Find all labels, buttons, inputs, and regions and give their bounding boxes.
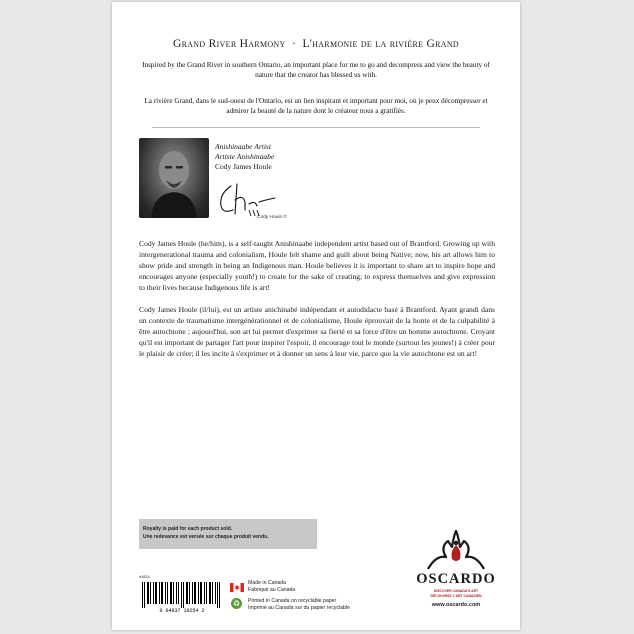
intro-en: Inspired by the Grand River in southern Ontario, an important place for me to go and decompress and view the beauty of nature that the creator has blessed us with. — [142, 61, 490, 79]
print-fr: Imprimé au Canada sur du papier recyclable — [248, 605, 351, 611]
royalty-en: Royalty is paid for each product sold. — [143, 526, 233, 532]
card-title — [112, 38, 520, 50]
print-en: Printed in Canada on recyclable paper — [248, 598, 337, 604]
tagline-fr: DÉCOUVREZ L'ART CANADIEN — [430, 593, 482, 598]
product-sku: #0824 — [139, 575, 150, 579]
title-en: Grand River Harmony — [172, 38, 286, 50]
artist-photo — [139, 138, 209, 218]
brand-tagline — [409, 589, 503, 598]
oscardo-maple-leaf-logo — [426, 529, 486, 571]
title-separator: · — [291, 38, 297, 50]
tagline-en: DISCOVER CANADA'S ART — [433, 589, 479, 593]
divider — [152, 127, 480, 128]
barcode-digits: 0 64837 10254 2 — [159, 608, 205, 614]
royalty-fr: Une redevance est versée sur chaque produit vendu. — [143, 534, 269, 540]
royalty-notice — [139, 519, 317, 549]
artist-signature — [215, 180, 285, 220]
brand-name: OSCARDO — [416, 571, 496, 587]
brand-website: www.oscardo.com — [431, 602, 481, 608]
artist-role-en: Anishinaabe Artist — [215, 142, 271, 151]
canada-flag-icon — [230, 583, 244, 592]
made-in-canada — [248, 580, 295, 594]
artist-name: Cody James Houle — [215, 162, 272, 171]
artist-credits — [215, 142, 274, 172]
barcode — [138, 580, 226, 614]
title-fr: L'harmonie de la rivière Grand — [302, 38, 460, 50]
bio-en: Cody James Houle (he/him), is a self-taught Anishinaabe independent artist based out of Brantford. Growing up with intergenerational trauma and colonialism, Houle felt shame and guilt about being Native; now, his art allows him to show pride and strength in being an Indigenous man. Houle believes it is important to share art to inspire hope and encourages anyone (especially youth!) to create for the sake of creating; to express themselves and give expression to their lives because Indigenous life is art! — [139, 239, 495, 292]
recycle-icon: ♻ — [232, 599, 241, 608]
bio-fr: Cody James Houle (il/lui), est un artiste anichinabé indépendant et autodidacte basé à Brantford. Ayant grandi dans un contexte de traumatisme intergénérationnel et de colonialisme, Houle éprouvait de la honte et de la culpabilité à être autochtone ; aujourd'hui, son art lui permet d'exprimer sa fierté et sa force d'être un homme autochtone. Croyant qu'il est important de partager l'art pour inspirer l'espoir, il encourage tout le monde (surtout les jeunes!) à créer pour le plaisir de créer; il les incite à s'exprimer et à donner un sens à leur vie, parce que la vie autochtone est un art! — [139, 305, 495, 358]
artist-role-fr: Artiste Anishinaabe — [215, 152, 275, 161]
intro-fr: La rivière Grand, dans le sud-ouest de l'Ontario, est un lien inspirant et important pour moi, où je peux décompresser et admirer la beauté de la nature dont le créateur nous a gratifiés. — [144, 97, 488, 115]
greeting-card-back — [112, 2, 520, 630]
made-fr: Fabriqué au Canada — [248, 587, 296, 593]
signature-caption: Cody Houle © — [257, 215, 287, 220]
made-en: Made in Canada — [248, 580, 287, 586]
printed-notice — [248, 598, 350, 612]
